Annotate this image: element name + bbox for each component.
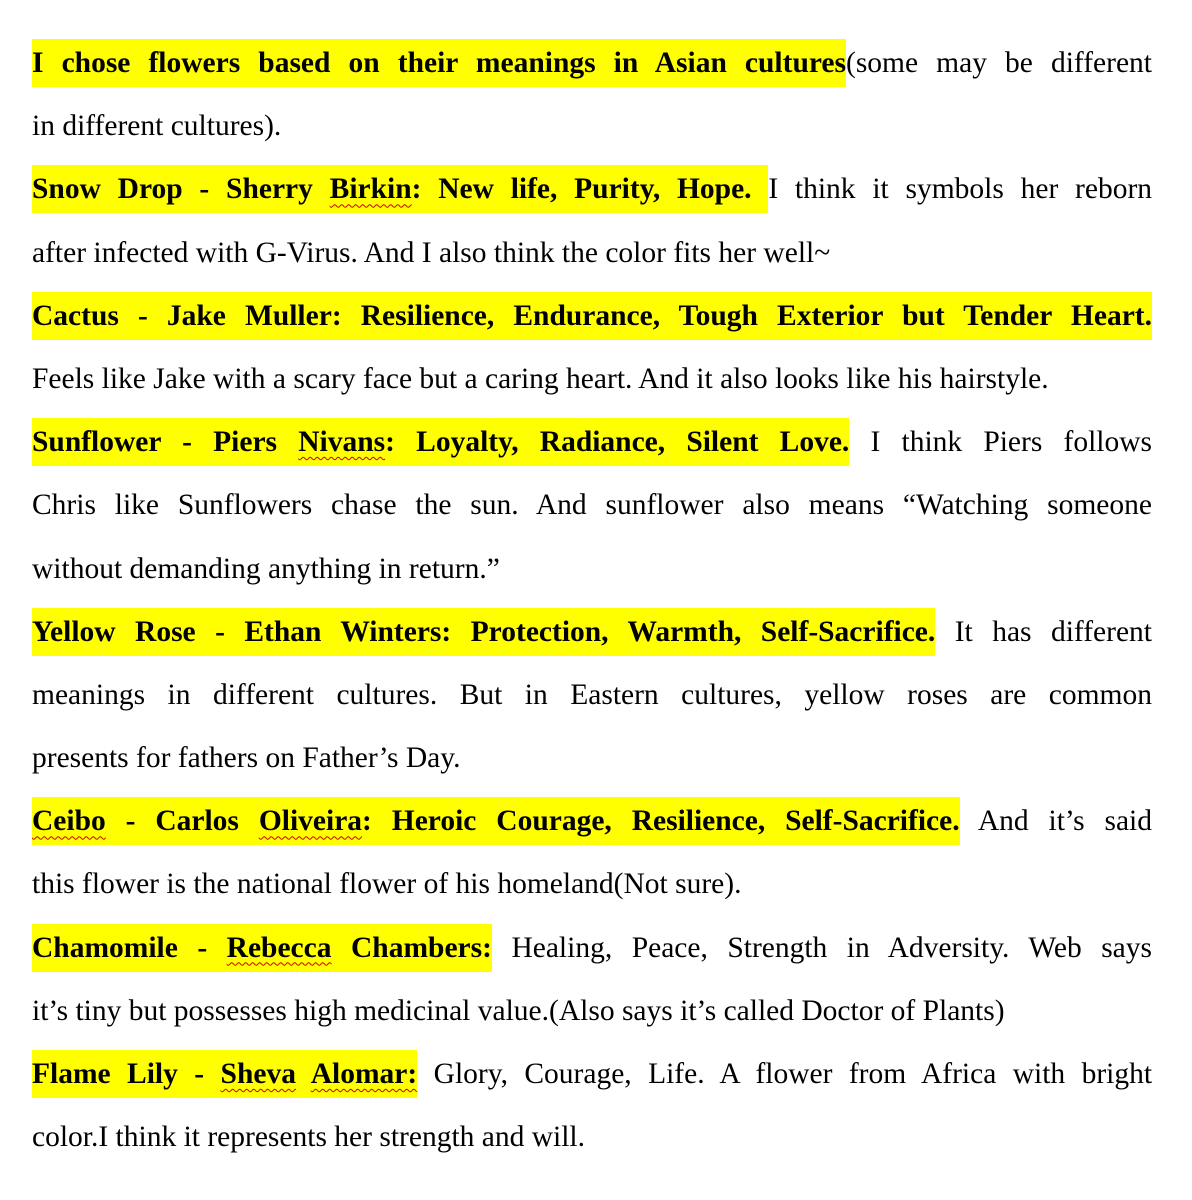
piers-line-1 — [32, 411, 1152, 474]
sheva-last: Alomar: — [310, 1058, 418, 1090]
rebecca-last: Chambers: — [351, 931, 492, 964]
sherry-first: Sherry — [226, 173, 313, 206]
piers-meanings: Loyalty, Radiance, Silent Love. — [416, 426, 850, 459]
piers-heading: Sunflower - Piers Nivans: Loyalty, Radiance, Silent Love. — [32, 418, 849, 466]
document-body — [32, 32, 1152, 1169]
ethan-text-1: It has different — [954, 615, 1152, 648]
carlos-flower: Ceibo — [32, 805, 106, 838]
carlos-text-1: And it’s said — [977, 805, 1153, 838]
ethan-text-2: meanings in different cultures. But in Eastern cultures, yellow roses are common — [32, 678, 1152, 711]
sherry-heading: Snow Drop - Sherry Birkin: New life, Purity, Hope. — [32, 165, 768, 213]
carlos-first: Carlos — [155, 805, 239, 838]
sheva-text-1: Glory, Courage, Life. A flower from Africa with bright — [433, 1058, 1153, 1090]
sherry-line-1 — [32, 158, 1152, 221]
rebecca-line-2 — [32, 980, 1152, 1043]
jake-line-2 — [32, 348, 1152, 411]
ethan-line-2 — [32, 664, 1152, 727]
intro-highlight: I chose flowers based on their meanings in Asian cultures — [32, 39, 846, 87]
intro-line-1 — [32, 32, 1152, 95]
ethan-text-3: presents for fathers on Father’s Day. — [32, 742, 461, 775]
sheva-line-1 — [32, 1043, 1152, 1106]
sherry-line-2 — [32, 222, 1152, 285]
rebecca-text-2: it’s tiny but possesses high medicinal value.(Also says it’s called Doctor of Plants) — [32, 994, 1005, 1027]
jake-heading: Cactus - Jake Muller: Resilience, Endurance, Tough Exterior but Tender Heart. — [32, 292, 1152, 340]
piers-text-3: without demanding anything in return.” — [32, 552, 500, 585]
sherry-text-1: I think it symbols her reborn — [768, 173, 1153, 206]
piers-line-2 — [32, 474, 1152, 537]
sheva-line-2 — [32, 1106, 1152, 1169]
carlos-line-1 — [32, 790, 1152, 853]
sheva-first: Sheva — [220, 1058, 296, 1090]
piers-first: Piers — [213, 426, 278, 459]
jake-text-1: Feels like Jake with a scary face but a caring heart. And it also looks like his hairstyle. — [32, 362, 1049, 395]
ethan-line-3 — [32, 727, 1152, 790]
sheva-heading: Flame Lily - Sheva Alomar: — [32, 1050, 417, 1098]
piers-text-2: Chris like Sunflowers chase the sun. And sunflower also means “Watching someone — [32, 489, 1152, 522]
ethan-line-1 — [32, 601, 1152, 664]
intro-text-2: in different cultures). — [32, 110, 282, 143]
sherry-meanings: New life, Purity, Hope. — [438, 173, 752, 206]
piers-last: Nivans — [298, 426, 386, 459]
sherry-text-2: after infected with G-Virus. And I also think the color fits her well~ — [32, 236, 831, 269]
ethan-heading: Yellow Rose - Ethan Winters: Protection, Warmth, Self-Sacrifice. — [32, 608, 935, 656]
carlos-text-2: this flower is the national flower of his homeland(Not sure). — [32, 868, 742, 901]
piers-text-1: I think Piers follows — [870, 426, 1153, 459]
intro-text: (some may be different — [846, 47, 1152, 79]
rebecca-first: Rebecca — [226, 931, 332, 964]
rebecca-heading: Chamomile - Rebecca Chambers: — [32, 924, 492, 972]
carlos-meanings: Heroic Courage, Resilience, Self-Sacrifice. — [391, 805, 960, 838]
rebecca-flower: Chamomile — [32, 931, 178, 964]
rebecca-text-1: Healing, Peace, Strength in Adversity. Web says — [511, 931, 1152, 964]
carlos-heading: Ceibo - Carlos Oliveira: Heroic Courage, Resilience, Self-Sacrifice. — [32, 797, 960, 845]
sheva-text-2: color.I think it represents her strength and will. — [32, 1121, 585, 1154]
piers-line-3 — [32, 538, 1152, 601]
carlos-last: Oliveira — [258, 805, 363, 838]
sherry-flower: Snow Drop — [32, 173, 183, 206]
jake-line-1 — [32, 285, 1152, 348]
sheva-flower: Flame Lily — [32, 1058, 178, 1090]
piers-flower: Sunflower — [32, 426, 161, 459]
sherry-last: Birkin — [329, 173, 412, 206]
rebecca-line-1 — [32, 917, 1152, 980]
intro-line-2 — [32, 95, 1152, 158]
carlos-line-2 — [32, 853, 1152, 916]
